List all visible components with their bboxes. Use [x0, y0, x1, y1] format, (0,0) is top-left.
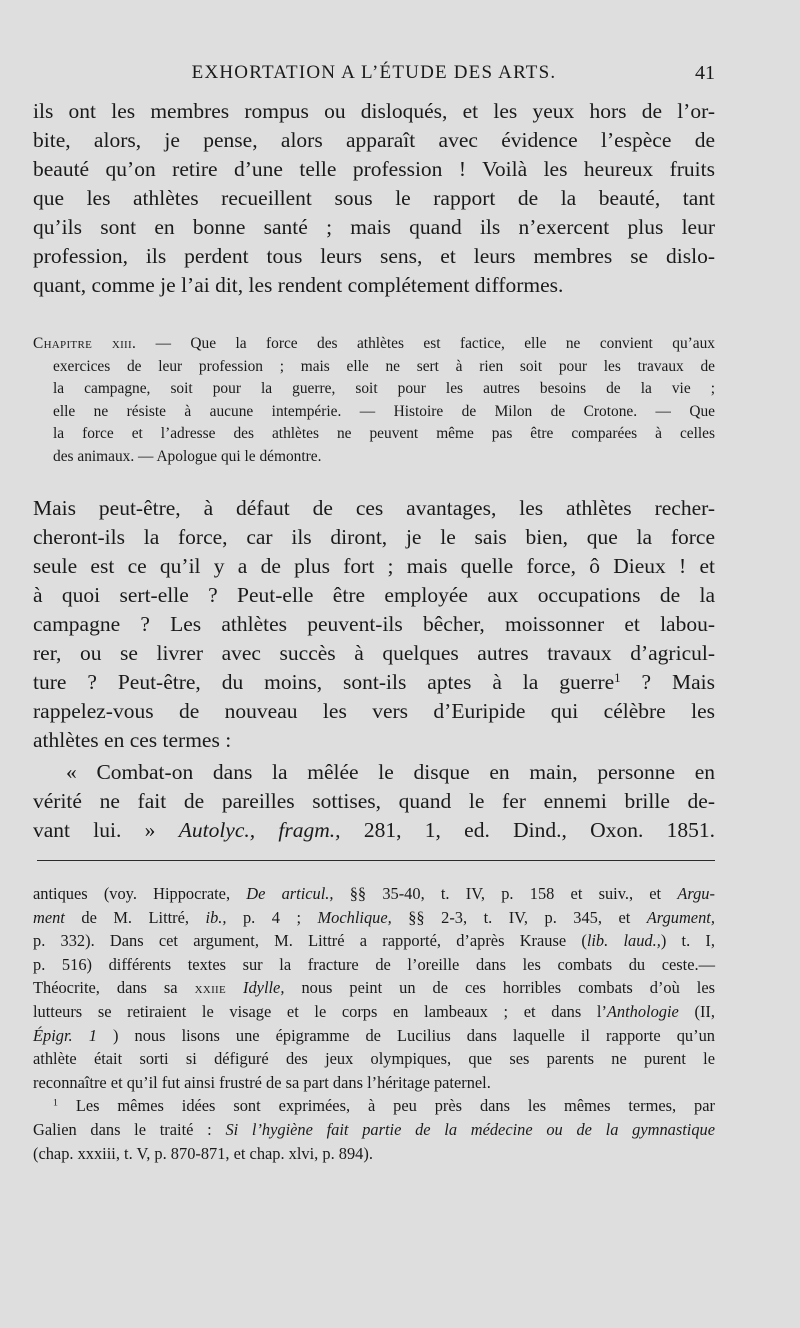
footnote-line [33, 1118, 715, 1142]
summary-line: exercices de leur profession ; mais elle ne sert à rien soit pour les travaux de [53, 357, 715, 375]
fn-roman-numeral: xxiie [194, 978, 227, 998]
fn-italic: Si l’hygiène fait partie de la médecine ou de la gymnastique [225, 1119, 715, 1139]
text-line: seule est ce qu’il y a de plus fort ; mais quelle force, ô Dieux ! et [33, 554, 715, 578]
fn-italic: Anthologie [606, 1001, 679, 1021]
page-header [33, 62, 715, 90]
fn-italic: Argu- [677, 884, 715, 903]
fn-italic: Idylle, [243, 978, 285, 998]
text-line: rer, ou se livrer avec succès à quelques autres travaux d’agricul- [33, 641, 715, 665]
line-text: ? Mais [641, 670, 716, 694]
footnotes [33, 882, 715, 1165]
quotation [33, 758, 715, 845]
fn-text: §§ 2-3, t. IV, p. 345, et [408, 907, 631, 927]
fn-text: §§ 35-40, t. IV, p. 158 et suiv., et [349, 884, 662, 903]
footnote-line: (chap. xxxiii, t. V, p. 870-871, et chap. xlvi, p. 894). [33, 1143, 373, 1163]
footnote-line [33, 882, 715, 906]
chapter-label: Chapitre xiii. [33, 335, 137, 352]
quote-end: vant lui. » [33, 818, 156, 842]
fn-italic: ib., [205, 907, 227, 927]
chapter-summary [33, 333, 715, 468]
summary-line: la campagne, soit pour la guerre, soit pour les autres besoins de la vie ; [53, 380, 715, 397]
quote-line [33, 816, 715, 845]
footnote-line: p. 332). Dans cet argument, M. Littré a rapporté, d’après Krause (lib. laud.,) t. I, [33, 931, 715, 951]
footnote-marker: 1 [614, 670, 621, 685]
fn-text: t. I, [681, 931, 715, 951]
summary-line: la force et l’adresse des athlètes ne peuvent même pas être comparées à celles [53, 425, 715, 442]
text-line: ils ont les membres rompus ou disloqués, et les yeux hors de l’or- [33, 99, 715, 123]
running-title: EXHORTATION A L’ÉTUDE DES ARTS. [191, 62, 557, 83]
body-paragraph-2 [33, 494, 715, 755]
line-text: ture ? Peut-être, du moins, sont-ils aptes à la guerre [33, 670, 615, 694]
fn-italic: Mochlique, [317, 907, 392, 927]
text-line: qu’ils sont en bonne santé ; mais quand ils n’exercent plus leur [33, 215, 715, 239]
fn-text: (II, [694, 1001, 715, 1021]
fn-text: Les mêmes idées sont exprimées, à peu près dans les mêmes termes, par [75, 1096, 715, 1116]
summary-text: — Que la force des athlètes est factice, elle ne convient qu’aux [155, 335, 715, 352]
text-line: cheront-ils la force, car ils diront, je le sais bien, que la force [33, 525, 715, 549]
page-number: 41 [695, 62, 715, 84]
text-line: beauté qu’on retire d’une telle profession ! Voilà les heureux fruits [33, 157, 715, 181]
footnote-line [33, 1094, 715, 1118]
text-line: rappelez-vous de nouveau les vers d’Euripide qui célèbre les [33, 699, 715, 723]
footnote-line [33, 1000, 715, 1024]
text-line: athlètes en ces termes : [33, 728, 232, 752]
fn-text: p. 332). Dans cet argument, M. Littré a rapporté, d’après Krause ( [33, 931, 587, 951]
text-line: que les athlètes recueillent sous le rapport de la beauté, tant [33, 186, 715, 210]
footnote-line: reconnaître et qu’il fut ainsi frustré de sa part dans l’héritage paternel. [33, 1072, 491, 1092]
text-line: profession, ils perdent tous leurs sens, et leurs membres se dislo- [33, 244, 715, 268]
summary-line: elle ne résiste à aucune intempérie. — Histoire de Milon de Crotone. — Que [53, 402, 715, 420]
text-line: quant, comme je l’ai dit, les rendent complétement difformes. [33, 273, 564, 297]
footnote-line [33, 976, 715, 1000]
footnote-divider [37, 860, 715, 861]
fn-text: de M. Littré, [81, 907, 190, 927]
fn-italic: De articul., [246, 884, 334, 903]
fn-text: nous peint un de ces horribles combats d’où les [301, 978, 715, 998]
fn-text: lutteurs se retiraient le visage et le corps en lambeaux ; et dans l’ [33, 1001, 607, 1021]
fn-italic: Argument, [646, 907, 715, 927]
footnote-line [33, 1024, 715, 1048]
footnote-line [33, 906, 715, 930]
quote-line: vérité ne fait de pareilles sottises, quand le fer ennemi brille de- [33, 789, 715, 813]
fn-text: ) nous lisons une épigramme de Lucilius dans laquelle il rapporte qu’un [112, 1025, 715, 1045]
text-line: à quoi sert-elle ? Peut-elle être employée aux occupations de la [33, 583, 715, 607]
footnote-number: 1 [53, 1097, 58, 1109]
fn-italic: ment [33, 907, 65, 927]
fn-italic: Épigr. 1 [33, 1025, 97, 1045]
summary-line: des animaux. — Apologue qui le démontre. [53, 447, 322, 465]
summary-line [33, 333, 715, 356]
source-reference: 281, 1, ed. Dind., Oxon. 1851. [363, 818, 715, 842]
text-line: Mais peut-être, à défaut de ces avantages, les athlètes recher- [33, 496, 715, 520]
fn-text: antiques (voy. Hippocrate, [33, 884, 231, 903]
body-paragraph-1 [33, 97, 715, 300]
text-line: campagne ? Les athlètes peuvent-ils bêcher, moissonner et labou- [33, 612, 715, 636]
fn-text: Théocrite, dans sa [33, 978, 178, 998]
footnote-line: athlète était sorti si défiguré des jeux olympiques, que ses parents ne purent le [33, 1049, 715, 1069]
fn-text: Galien dans le traité : [33, 1119, 212, 1139]
fn-italic: lib. laud., [586, 931, 661, 951]
fn-text: p. 4 ; [242, 907, 302, 927]
text-line [33, 668, 715, 697]
source-work: Autolyc., fragm., [178, 818, 341, 842]
quote-line: « Combat-on dans la mêlée le disque en main, personne en [66, 760, 715, 784]
footnote-line: p. 516) différents textes sur la fracture de l’oreille dans les combats du ceste.— [33, 954, 715, 974]
text-line: bite, alors, je pense, alors apparaît avec évidence l’espèce de [33, 128, 715, 152]
